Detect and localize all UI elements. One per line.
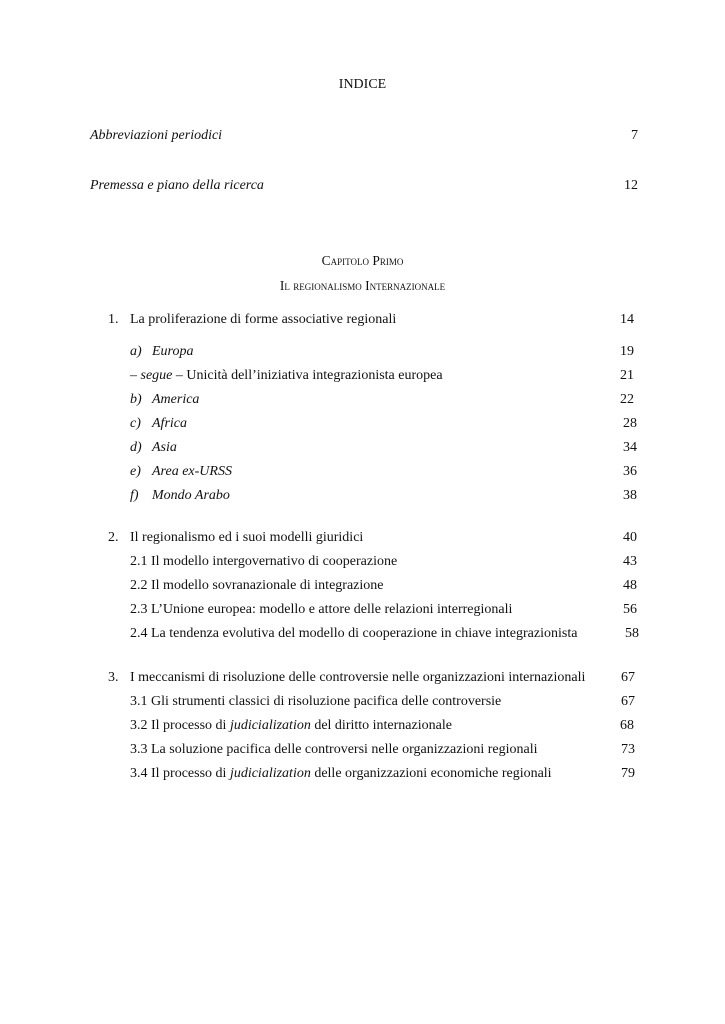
section-number: 1. bbox=[108, 312, 119, 327]
page-title: INDICE bbox=[338, 77, 387, 92]
item-letter: f) bbox=[130, 488, 139, 503]
dash: – bbox=[130, 368, 141, 383]
item-letter: d) bbox=[130, 440, 142, 455]
toc-item-america[interactable]: America bbox=[152, 392, 200, 407]
chapter-title: Il regionalismo Internazionale bbox=[279, 278, 446, 293]
page-number: 67 bbox=[621, 670, 635, 685]
page-number: 7 bbox=[631, 128, 638, 143]
page-number: 14 bbox=[620, 312, 634, 327]
page-number: 67 bbox=[621, 694, 635, 709]
item-text: 3.4 Il processo di bbox=[130, 766, 230, 781]
page-number: 22 bbox=[620, 392, 634, 407]
page-number: 38 bbox=[623, 488, 637, 503]
page-number: 56 bbox=[623, 602, 637, 617]
page-number: 19 bbox=[620, 344, 634, 359]
item-text: del diritto internazionale bbox=[310, 718, 452, 733]
page-number: 43 bbox=[623, 554, 637, 569]
toc-item-2-1[interactable]: 2.1 Il modello intergovernativo di cooperazione bbox=[130, 554, 398, 569]
item-letter: e) bbox=[130, 464, 141, 479]
item-text: delle organizzazioni economiche regionali bbox=[310, 766, 552, 781]
page-number: 28 bbox=[623, 416, 637, 431]
toc-item-3-3[interactable]: 3.3 La soluzione pacifica delle controversi nelle organizzazioni regionali bbox=[130, 742, 538, 757]
toc-section-3[interactable]: I meccanismi di risoluzione delle controversie nelle organizzazioni internazionali bbox=[130, 670, 586, 685]
page-number: 48 bbox=[623, 578, 637, 593]
judicialization-emphasis: judicialization bbox=[229, 766, 311, 781]
segue-emphasis: segue bbox=[140, 368, 173, 383]
item-text: 3.2 Il processo di bbox=[130, 718, 230, 733]
item-text: – Unicità dell’iniziativa integrazionista europea bbox=[172, 368, 443, 383]
toc-item-2-4[interactable]: 2.4 La tendenza evolutiva del modello di cooperazione in chiave integrazionista bbox=[130, 626, 578, 641]
section-number: 3. bbox=[108, 670, 119, 685]
section-number: 2. bbox=[108, 530, 119, 545]
toc-item-3-2[interactable] bbox=[130, 717, 452, 735]
page-number: 40 bbox=[623, 530, 637, 545]
toc-item-2-3[interactable]: 2.3 L’Unione europea: modello e attore delle relazioni interregionali bbox=[130, 602, 513, 617]
chapter-number: Capitolo Primo bbox=[321, 253, 404, 268]
toc-item-3-1[interactable]: 3.1 Gli strumenti classici di risoluzione pacifica delle controversie bbox=[130, 694, 502, 709]
toc-item-area-ex-urss[interactable]: Area ex-URSS bbox=[152, 464, 232, 479]
toc-item-mondo-arabo[interactable]: Mondo Arabo bbox=[152, 488, 230, 503]
toc-item-asia[interactable]: Asia bbox=[152, 440, 177, 455]
toc-front-abbreviazioni[interactable]: Abbreviazioni periodici bbox=[90, 128, 223, 143]
page-number: 12 bbox=[624, 178, 638, 193]
page-number: 36 bbox=[623, 464, 637, 479]
page-number: 21 bbox=[620, 368, 634, 383]
judicialization-emphasis: judicialization bbox=[229, 718, 311, 733]
item-letter: b) bbox=[130, 392, 142, 407]
toc-item-europa[interactable]: Europa bbox=[152, 344, 194, 359]
page-number: 73 bbox=[621, 742, 635, 757]
toc-item-2-2[interactable]: 2.2 Il modello sovranazionale di integrazione bbox=[130, 578, 384, 593]
toc-item-africa[interactable]: Africa bbox=[152, 416, 187, 431]
item-letter: a) bbox=[130, 344, 142, 359]
item-letter: c) bbox=[130, 416, 141, 431]
toc-front-premessa[interactable]: Premessa e piano della ricerca bbox=[90, 178, 264, 193]
page-number: 58 bbox=[625, 626, 639, 641]
toc-section-2[interactable]: Il regionalismo ed i suoi modelli giuridici bbox=[130, 530, 364, 545]
page-number: 34 bbox=[623, 440, 637, 455]
page-number: 68 bbox=[620, 718, 634, 733]
toc-section-1[interactable]: La proliferazione di forme associative regionali bbox=[130, 312, 397, 327]
page-number: 79 bbox=[621, 766, 635, 781]
toc-item-segue[interactable] bbox=[130, 367, 443, 385]
toc-item-3-4[interactable] bbox=[130, 765, 552, 783]
